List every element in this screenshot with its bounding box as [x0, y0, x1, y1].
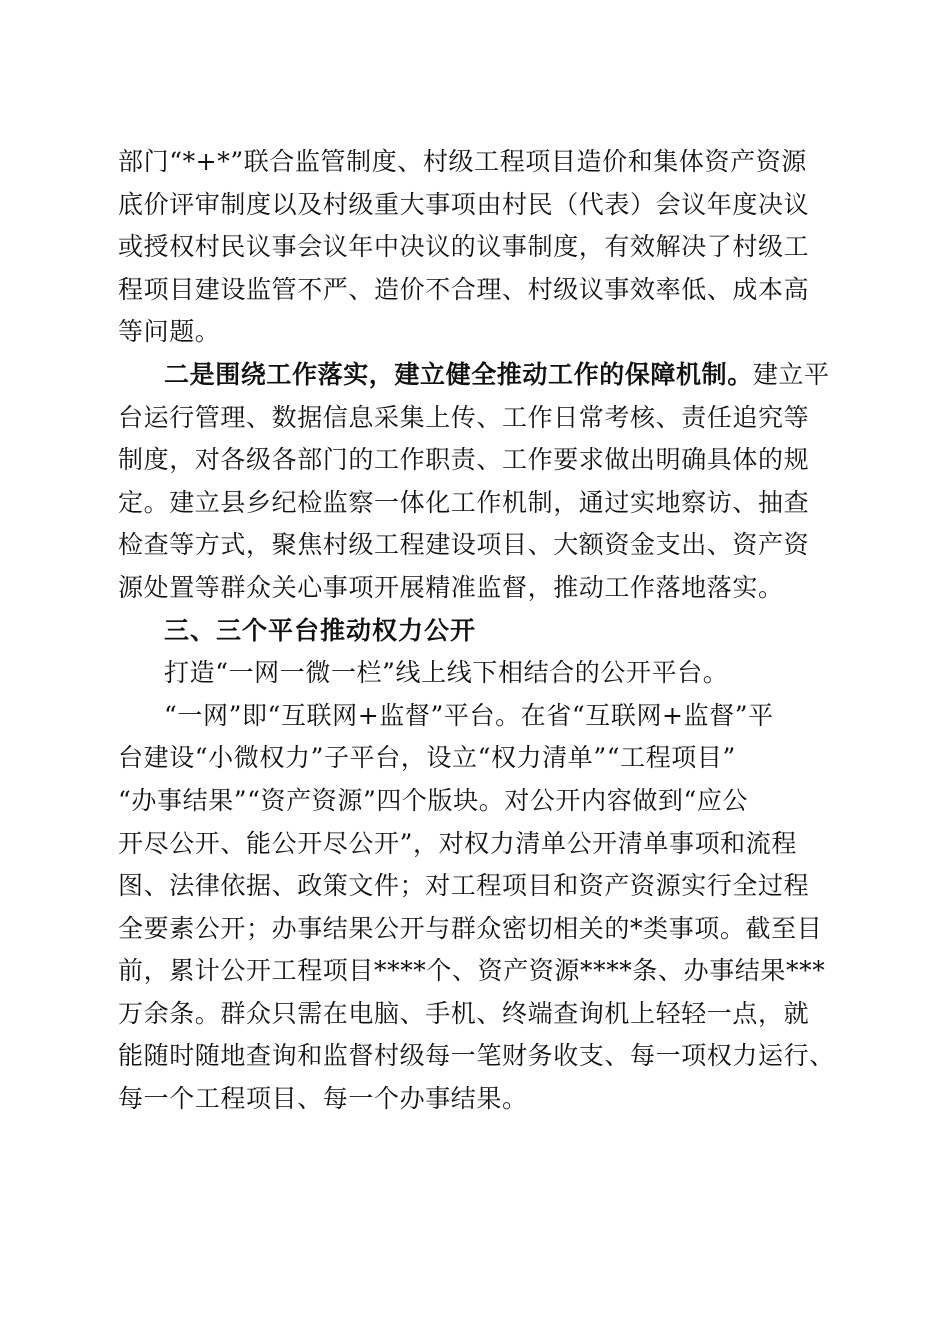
- text-line: [118, 354, 838, 397]
- text-line: 定。建立县乡纪检监察一体化工作机制，通过实地察访、抽查: [118, 487, 810, 517]
- text-line: 开尽公开、能公开尽公开”，对权力清单公开清单事项和流程: [118, 828, 797, 858]
- text-line: 检查等方式，聚焦村级工程建设项目、大额资金支出、资产资: [118, 530, 810, 560]
- text-line: 每一个工程项目、每一个办事结果。: [118, 1084, 528, 1114]
- section-intro: 打造“一网一微一栏”线上线下相结合的公开平台。: [164, 658, 729, 688]
- paragraph-2: [118, 354, 838, 610]
- text-line: 制度，对各级各部门的工作职责、工作要求做出明确具体的规: [118, 445, 810, 475]
- text-line: 万余条。群众只需在电脑、手机、终端查询机上轻轻一点，就: [118, 998, 810, 1028]
- text-span: 建立平: [752, 359, 830, 389]
- text-line: “一网”即“互联网+监督”平台。在省“互联网+监督”平: [164, 700, 774, 730]
- document-body: [118, 141, 838, 1121]
- section-heading: 三、三个平台推动权力公开: [164, 615, 477, 645]
- paragraph-lead-bold: 二是围绕工作落实，建立健全推动工作的保障机制。: [164, 359, 753, 389]
- paragraph-3: [118, 695, 838, 1121]
- text-line: 源处置等群众关心事项开展精准监督，推动工作落地落实。: [118, 572, 784, 602]
- text-line: 或授权村民议事会议年中决议的议事制度，有效解决了村级工: [118, 232, 810, 262]
- text-line: “办事结果”“资产资源”四个版块。对公开内容做到“应公: [118, 785, 749, 815]
- text-line: 程项目建设监管不严、造价不合理、村级议事效率低、成本高: [118, 274, 810, 304]
- text-line: 能随时随地查询和监督村级每一笔财务收支、每一项权力运行、: [118, 1041, 835, 1071]
- text-line: 底价评审制度以及村级重大事项由村民（代表）会议年度决议: [118, 189, 810, 219]
- text-line: 图、法律依据、政策文件；对工程项目和资产资源实行全过程: [118, 871, 810, 901]
- text-line: 等问题。: [118, 317, 221, 347]
- text-line: 台运行管理、数据信息采集上传、工作日常考核、责任追究等: [118, 402, 810, 432]
- text-line: 全要素公开；办事结果公开与群众密切相关的*类事项。截至目: [118, 913, 823, 943]
- paragraph-1: [118, 141, 838, 354]
- text-line: 台建设“小微权力”子平台，设立“权力清单”“工程项目”: [118, 743, 736, 773]
- text-line: 部门“*+*”联合监管制度、村级工程项目造价和集体资产资源: [118, 147, 807, 176]
- text-line: 前，累计公开工程项目****个、资产资源****条、办事结果***: [118, 956, 826, 986]
